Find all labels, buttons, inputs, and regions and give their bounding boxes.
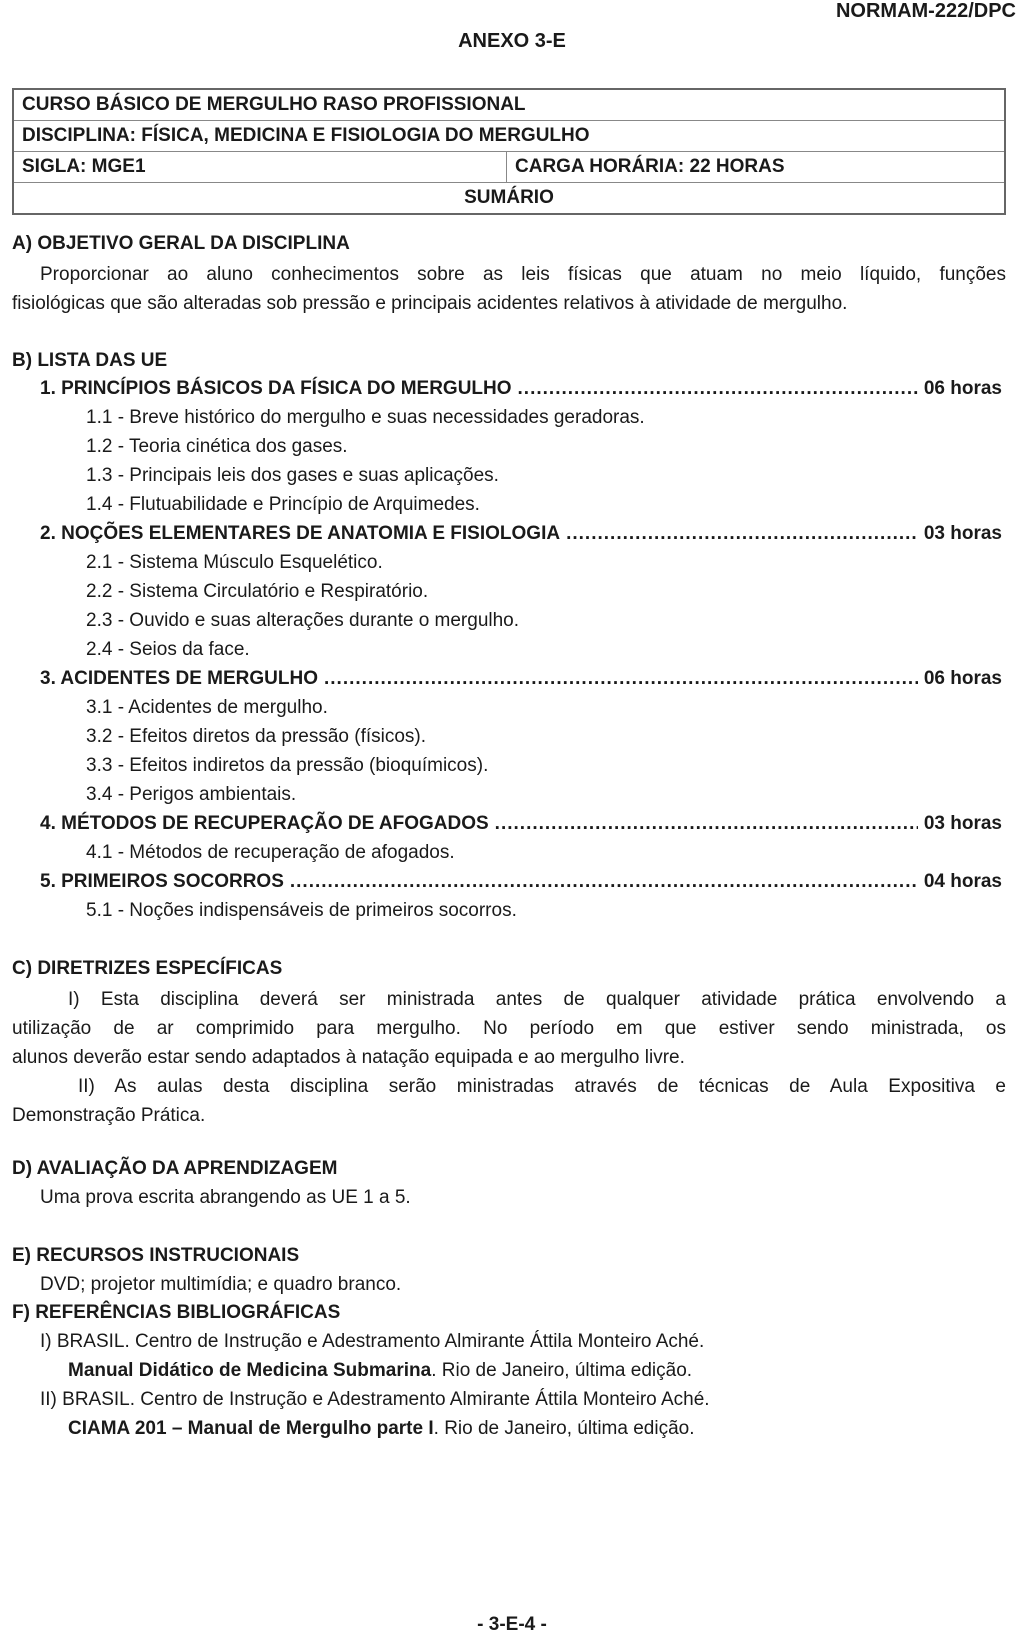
reference-1-prefix: I) BRASIL. Centro de Instrução e Adestramento Almirante Áttila Monteiro Aché. bbox=[40, 1331, 705, 1352]
unit-5 bbox=[40, 871, 1002, 893]
section-a-line: fisiológicas que são alteradas sob pressão e principais acidentes relativos à atividade de mergulho. bbox=[12, 293, 848, 314]
section-a-line: Proporcionar ao aluno conhecimentos sobre as leis físicas que atuam no meio líquido, funções bbox=[40, 264, 1006, 285]
unit-4 bbox=[40, 813, 1002, 835]
list-item: 3.4 - Perigos ambientais. bbox=[86, 784, 297, 805]
section-b-heading: B) LISTA DAS UE bbox=[12, 350, 168, 371]
unit-title: 4. MÉTODOS DE RECUPERAÇÃO DE AFOGADOS bbox=[40, 813, 489, 834]
unit-hours: 06 horas bbox=[923, 668, 1002, 689]
section-c-line: Demonstração Prática. bbox=[12, 1105, 206, 1126]
reference-1-title-line bbox=[68, 1360, 692, 1382]
list-item: 4.1 - Métodos de recuperação de afogados. bbox=[86, 842, 455, 863]
unit-2 bbox=[40, 523, 1002, 545]
unit-title: 2. NOÇÕES ELEMENTARES DE ANATOMIA E FISIOLOGIA bbox=[40, 523, 561, 544]
table-row-discipline bbox=[14, 121, 1004, 152]
list-item: 2.4 - Seios da face. bbox=[86, 639, 250, 660]
section-c-line: utilização de ar comprimido para mergulho. No período em que estiver sendo ministrada, os bbox=[12, 1018, 1006, 1039]
list-item: 2.2 - Sistema Circulatório e Respiratório. bbox=[86, 581, 429, 602]
unit-title: 5. PRIMEIROS SOCORROS bbox=[40, 871, 284, 892]
table-row-code-workload bbox=[14, 152, 1004, 183]
dot-leader bbox=[495, 813, 918, 835]
list-item: 3.1 - Acidentes de mergulho. bbox=[86, 697, 328, 718]
reference-2-title: CIAMA 201 – Manual de Mergulho parte I bbox=[68, 1418, 434, 1439]
section-c-line: II) As aulas desta disciplina serão ministradas através de técnicas de Aula Expositiva e bbox=[78, 1076, 1006, 1097]
reference-1-title: Manual Didático de Medicina Submarina bbox=[68, 1360, 432, 1381]
list-item: 3.3 - Efeitos indiretos da pressão (bioquímicos). bbox=[86, 755, 489, 776]
unit-hours: 03 horas bbox=[923, 813, 1002, 834]
list-item: 1.2 - Teoria cinética dos gases. bbox=[86, 436, 348, 457]
reference-2-title-line bbox=[68, 1418, 695, 1440]
section-d-text: Uma prova escrita abrangendo as UE 1 a 5. bbox=[40, 1187, 411, 1208]
unit-title: 3. ACIDENTES DE MERGULHO bbox=[40, 668, 318, 689]
list-item: 3.2 - Efeitos diretos da pressão (físicos). bbox=[86, 726, 427, 747]
list-item: 2.1 - Sistema Músculo Esquelético. bbox=[86, 552, 383, 573]
list-item: 1.4 - Flutuabilidade e Princípio de Arquimedes. bbox=[86, 494, 480, 515]
section-a-heading: A) OBJETIVO GERAL DA DISCIPLINA bbox=[12, 233, 350, 254]
document-reference: NORMAM-222/DPC bbox=[835, 0, 1016, 22]
annex-title: ANEXO 3-E bbox=[458, 30, 566, 52]
unit-hours: 04 horas bbox=[923, 871, 1002, 892]
list-item: 1.3 - Principais leis dos gases e suas aplicações. bbox=[86, 465, 499, 486]
section-c-line: alunos deverão estar sendo adaptados à natação equipada e ao mergulho livre. bbox=[12, 1047, 685, 1068]
reference-2-suffix: . Rio de Janeiro, última edição. bbox=[433, 1418, 695, 1439]
section-f-heading: F) REFERÊNCIAS BIBLIOGRÁFICAS bbox=[12, 1302, 341, 1323]
reference-2-prefix: II) BRASIL. Centro de Instrução e Adestramento Almirante Áttila Monteiro Aché. bbox=[40, 1389, 710, 1410]
unit-1 bbox=[40, 378, 1002, 400]
reference-1-suffix: . Rio de Janeiro, última edição. bbox=[431, 1360, 693, 1381]
unit-hours: 03 horas bbox=[923, 523, 1002, 544]
table-row-summary bbox=[14, 183, 1004, 213]
unit-title: 1. PRINCÍPIOS BÁSICOS DA FÍSICA DO MERGULHO bbox=[40, 378, 512, 399]
dot-leader bbox=[566, 523, 918, 545]
section-c-line: I) Esta disciplina deverá ser ministrada antes de qualquer atividade prática envolvendo a bbox=[68, 989, 1006, 1010]
course-code: SIGLA: MGE1 bbox=[14, 152, 507, 182]
section-a-paragraph bbox=[12, 260, 1006, 318]
unit-3 bbox=[40, 668, 1002, 690]
dot-leader bbox=[290, 871, 918, 893]
course-workload: CARGA HORÁRIA: 22 HORAS bbox=[515, 156, 785, 177]
section-c-paragraph-1 bbox=[12, 985, 1006, 1072]
list-item: 5.1 - Noções indispensáveis de primeiros socorros. bbox=[86, 900, 517, 921]
unit-hours: 06 horas bbox=[923, 378, 1002, 399]
section-d-heading: D) AVALIAÇÃO DA APRENDIZAGEM bbox=[12, 1158, 338, 1179]
list-item: 1.1 - Breve histórico do mergulho e suas necessidades geradoras. bbox=[86, 407, 645, 428]
page-number: - 3-E-4 - bbox=[477, 1614, 547, 1635]
section-c-paragraph-2 bbox=[12, 1072, 1006, 1130]
list-item: 2.3 - Ouvido e suas alterações durante o mergulho. bbox=[86, 610, 520, 631]
discipline-name: DISCIPLINA: FÍSICA, MEDICINA E FISIOLOGIA DO MERGULHO bbox=[22, 125, 590, 146]
summary-label: SUMÁRIO bbox=[464, 187, 554, 208]
course-info-table bbox=[12, 88, 1006, 215]
course-name: CURSO BÁSICO DE MERGULHO RASO PROFISSIONAL bbox=[22, 94, 526, 115]
section-e-text: DVD; projetor multimídia; e quadro branco. bbox=[40, 1274, 402, 1295]
dot-leader bbox=[518, 378, 918, 400]
table-row-course bbox=[14, 90, 1004, 121]
section-e-heading: E) RECURSOS INSTRUCIONAIS bbox=[12, 1245, 300, 1266]
dot-leader bbox=[324, 668, 918, 690]
section-c-heading: C) DIRETRIZES ESPECÍFICAS bbox=[12, 958, 283, 979]
